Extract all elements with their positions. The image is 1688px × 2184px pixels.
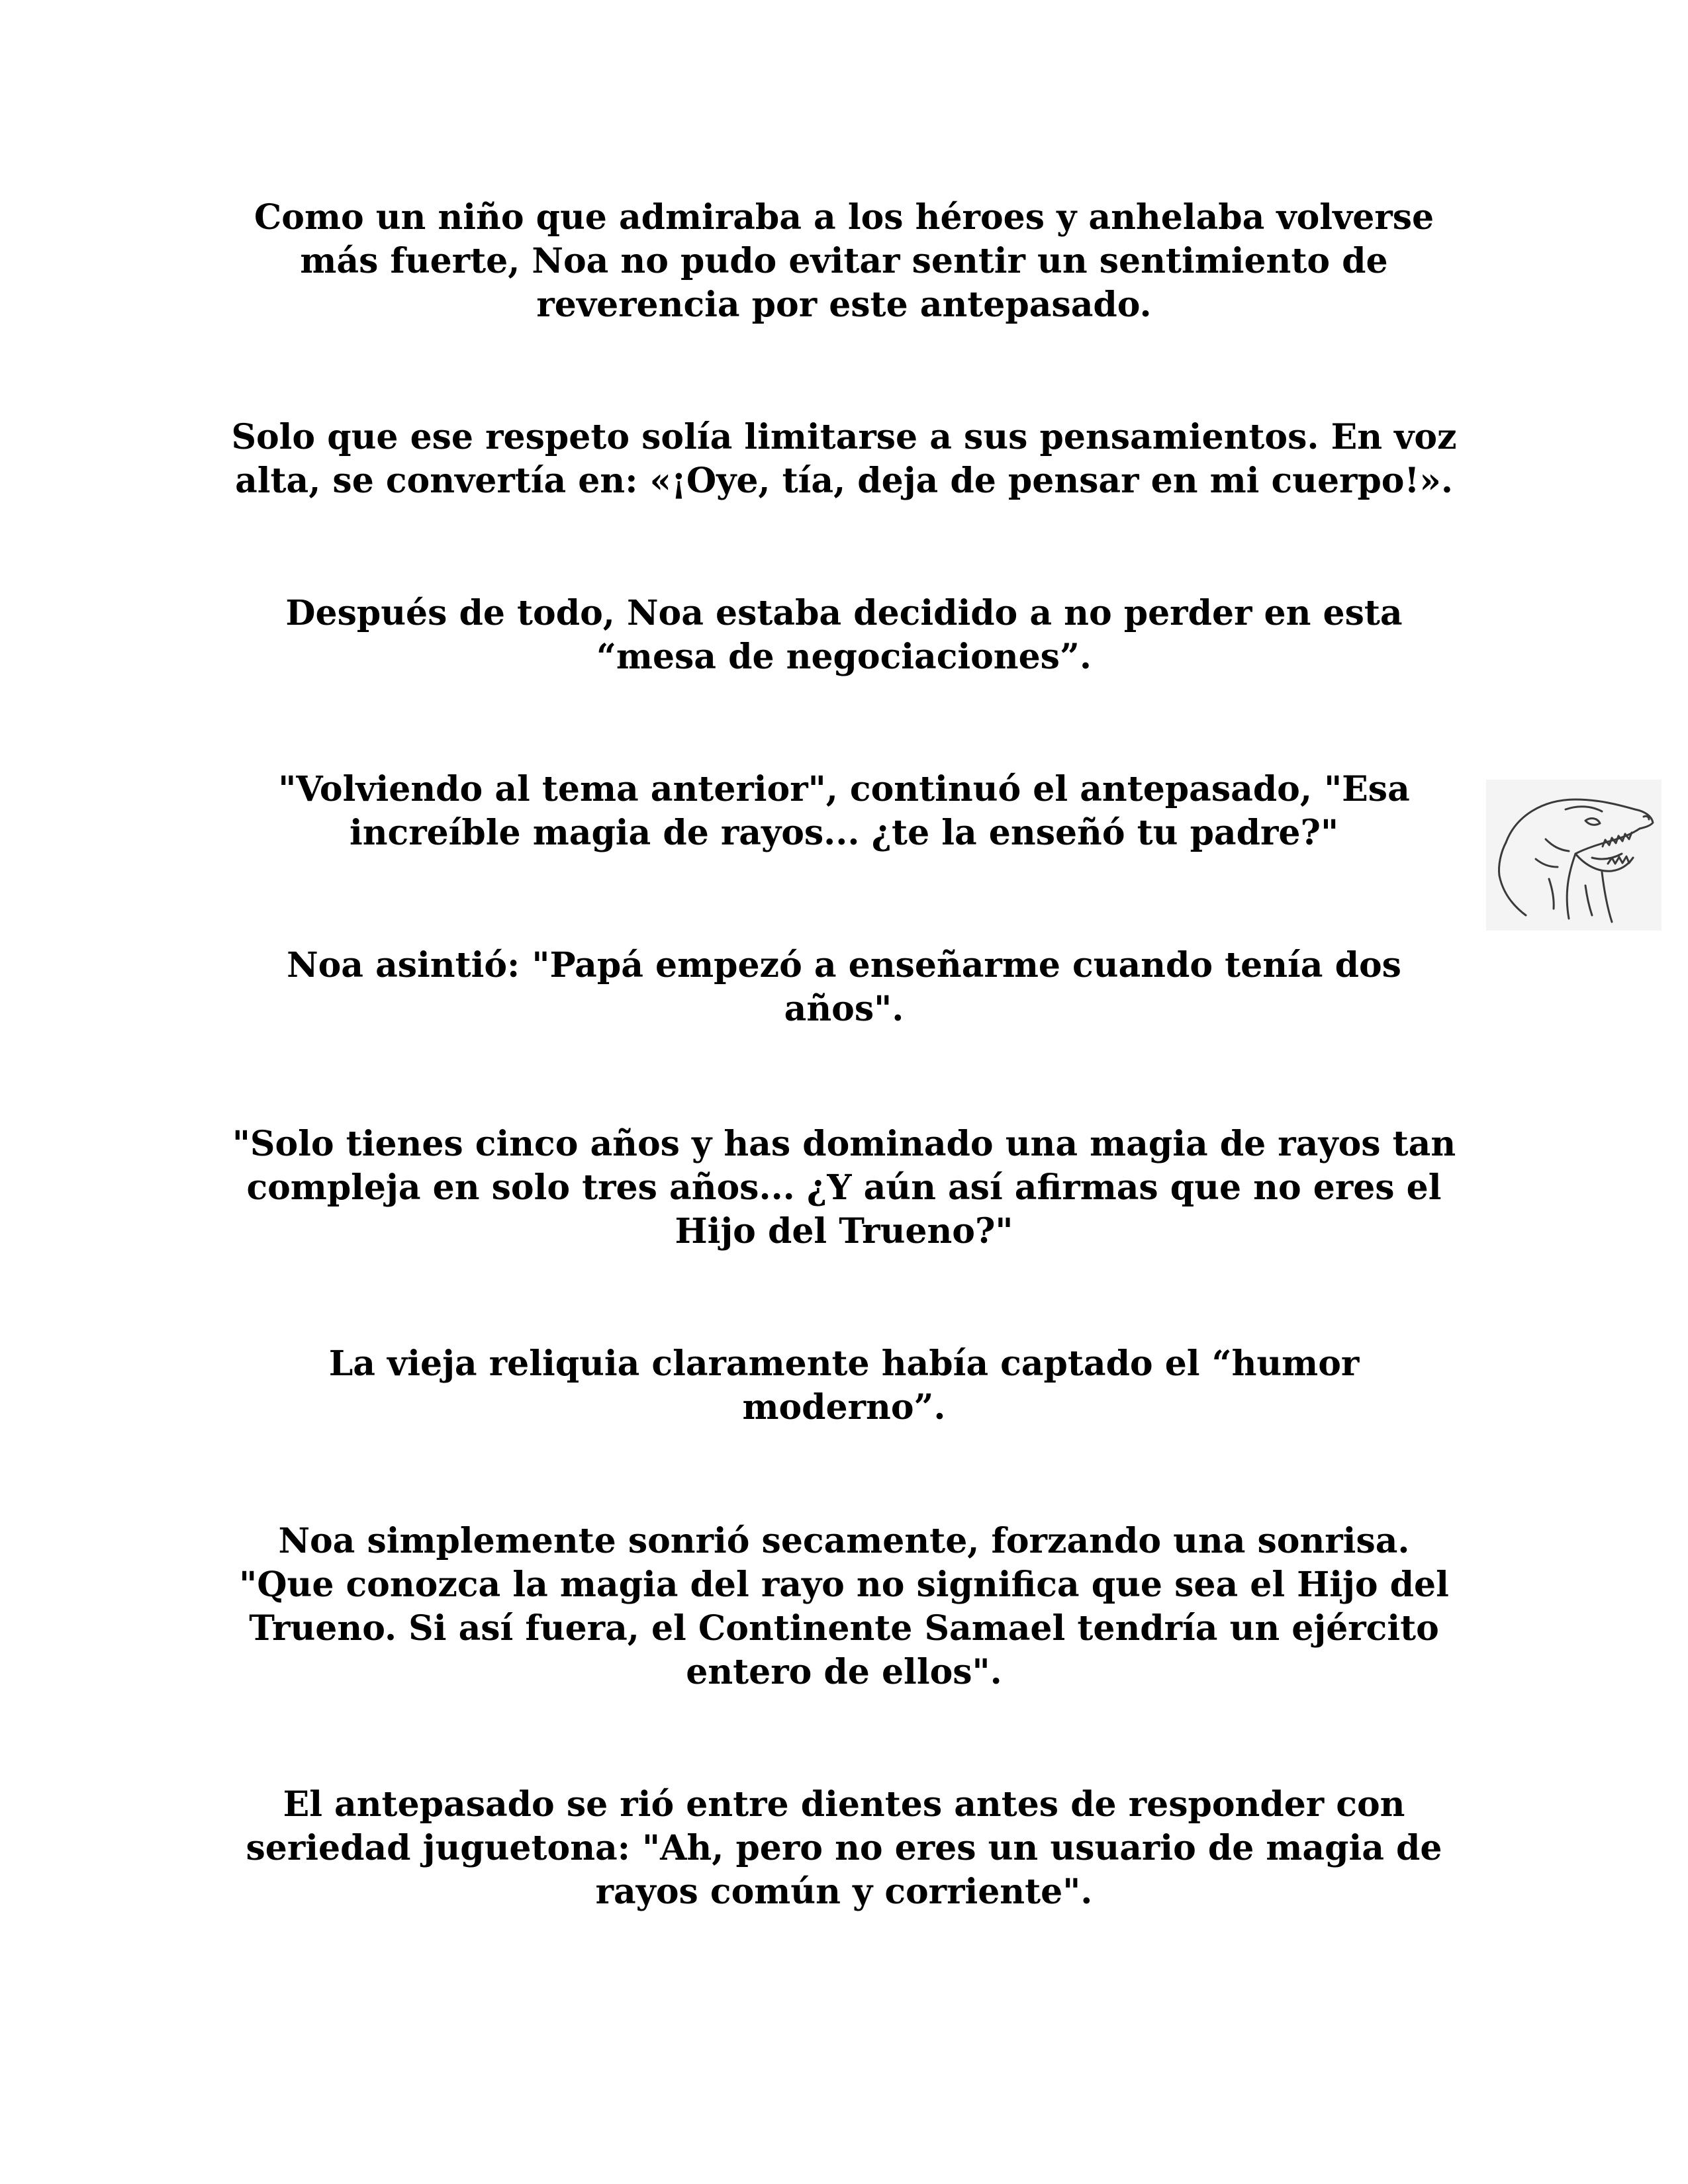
dinosaur-head-sketch-icon xyxy=(1486,780,1662,931)
paragraph-6 xyxy=(215,1122,1473,1253)
paragraph-line: entero de ellos". xyxy=(686,1652,1002,1692)
paragraph-line: compleja en solo tres años... ¿Y aún así afirmas que no eres el xyxy=(246,1167,1442,1208)
paragraph-line: Después de todo, Noa estaba decidido a no perder en esta xyxy=(285,593,1403,633)
paragraph-9 xyxy=(215,1783,1473,1914)
paragraph-line: alta, se convertía en: «¡Oye, tía, deja de pensar en mi cuerpo!». xyxy=(235,461,1453,501)
paragraph-line: Solo que ese respeto solía limitarse a sus pensamientos. En voz xyxy=(231,417,1457,457)
paragraph-line: "Volviendo al tema anterior", continuó el antepasado, "Esa xyxy=(278,769,1410,809)
paragraph-line: El antepasado se rió entre dientes antes de responder con xyxy=(283,1784,1405,1825)
paragraph-line: Trueno. Si así fuera, el Continente Samael tendría un ejército xyxy=(249,1608,1439,1649)
paragraph-line: Como un niño que admiraba a los héroes y anhelaba volverse xyxy=(254,197,1434,238)
paragraph-line: más fuerte, Noa no pudo evitar sentir un sentimiento de xyxy=(300,241,1388,281)
paragraph-2 xyxy=(215,416,1473,503)
paragraph-line: reverencia por este antepasado. xyxy=(536,285,1152,325)
paragraph-line: "Que conozca la magia del rayo no significa que sea el Hijo del xyxy=(239,1565,1449,1605)
paragraph-7 xyxy=(215,1342,1473,1430)
paragraph-5 xyxy=(215,944,1473,1031)
paragraph-line: “mesa de negociaciones”. xyxy=(596,637,1092,677)
paragraph-line: moderno”. xyxy=(742,1387,946,1428)
paragraph-line: Noa asintió: "Papá empezó a enseñarme cuando tenía dos xyxy=(287,945,1401,985)
paragraph-line: años". xyxy=(784,989,904,1029)
paragraph-line: seriedad juguetona: "Ah, pero no eres un usuario de magia de xyxy=(246,1828,1442,1868)
paragraph-line: rayos común y corriente". xyxy=(595,1872,1093,1912)
paragraph-line: La vieja reliquia claramente había captado el “humor xyxy=(328,1343,1360,1384)
paragraph-8 xyxy=(215,1520,1473,1694)
paragraph-line: "Solo tienes cinco años y has dominado una magia de rayos tan xyxy=(232,1124,1456,1164)
paragraph-line: increíble magia de rayos... ¿te la enseñó tu padre?" xyxy=(349,813,1339,853)
paragraph-line: Noa simplemente sonrió secamente, forzando una sonrisa. xyxy=(278,1521,1410,1561)
paragraph-4 xyxy=(215,768,1473,855)
paragraph-3 xyxy=(215,592,1473,679)
paragraph-line: Hijo del Trueno?" xyxy=(675,1211,1013,1251)
paragraph-1 xyxy=(215,196,1473,327)
